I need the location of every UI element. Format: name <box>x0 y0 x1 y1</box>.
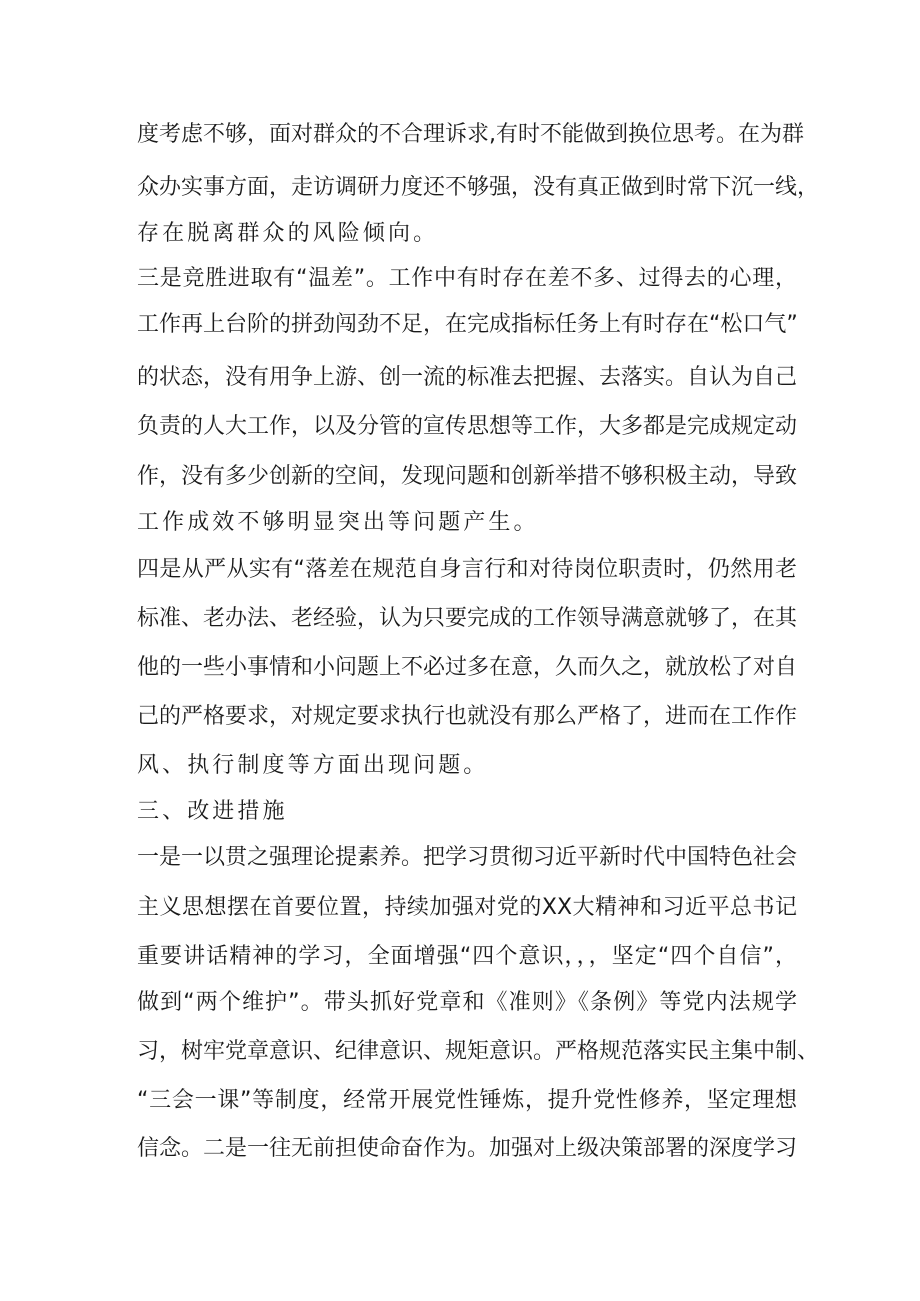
text-line: 他的一些小事情和小问题上不必过多在意，久而久之，就放松了对自 <box>137 655 798 680</box>
text-line: 四是从严从实有“落差在规范自身言行和对待岗位职责时，仍然用老 <box>137 557 797 582</box>
text-line: 存在脱离群众的风险倾向。 <box>137 221 439 246</box>
text-line: 标准、老办法、老经验，认为只要完成的工作领导满意就够了，在其 <box>137 606 798 631</box>
text-line: “三会一课”等制度，经常开展党性锤炼，提升党性修养，坚定理想 <box>137 1088 797 1113</box>
text-line: 做到“两个维护”。带头抓好党章和《准则》《条例》等党内法规学 <box>137 990 797 1015</box>
text-line: 主义思想摆在首要位置，持续加强对党的XX大精神和习近平总书记 <box>137 895 797 920</box>
text-line: 己的严格要求，对规定要求执行也就没有那么严格了，进而在工作作 <box>137 704 798 729</box>
text-line: 风、执行制度等方面出现问题。 <box>137 753 489 778</box>
text-line: 度考虑不够，面对群众的不合理诉求,有时不能做到换位思考。在为群 <box>137 122 804 147</box>
text-line: 信念。二是一往无前担使命奋作为。加强对上级决策部署的深度学习 <box>137 1136 798 1161</box>
section-heading: 三、改进措施 <box>137 799 288 824</box>
text-line: 工作再上台阶的拼劲闯劲不足，在完成指标任务上有时存在“松口气” <box>137 312 798 337</box>
text-line: 一是一以贯之强理论提素养。把学习贯彻习近平新时代中国特色社会 <box>137 845 798 870</box>
text-line: 三是竞胜进取有“温差”。工作中有时存在差不多、过得去的心理， <box>137 266 797 291</box>
text-line: 习，树牢党章意识、纪律意识、规矩意识。严格规范落实民主集中制、 <box>137 1039 820 1064</box>
text-line: 工作成效不够明显突出等问题产生。 <box>137 510 539 535</box>
text-line: 作，没有多少创新的空间，发现问题和创新举措不够积极主动，导致 <box>137 464 798 489</box>
text-line: 的状态，没有用争上游、创一流的标准去把握、去落实。自认为自己 <box>137 365 798 390</box>
text-line: 负责的人大工作，以及分管的宣传思想等工作，大多都是完成规定动 <box>137 414 798 439</box>
text-line: 重要讲话精神的学习，全面增强“四个意识，，，坚定“四个自信”， <box>137 944 797 969</box>
text-line: 众办实事方面，走访调研力度还不够强，没有真正做到时常下沉一线， <box>137 175 820 200</box>
